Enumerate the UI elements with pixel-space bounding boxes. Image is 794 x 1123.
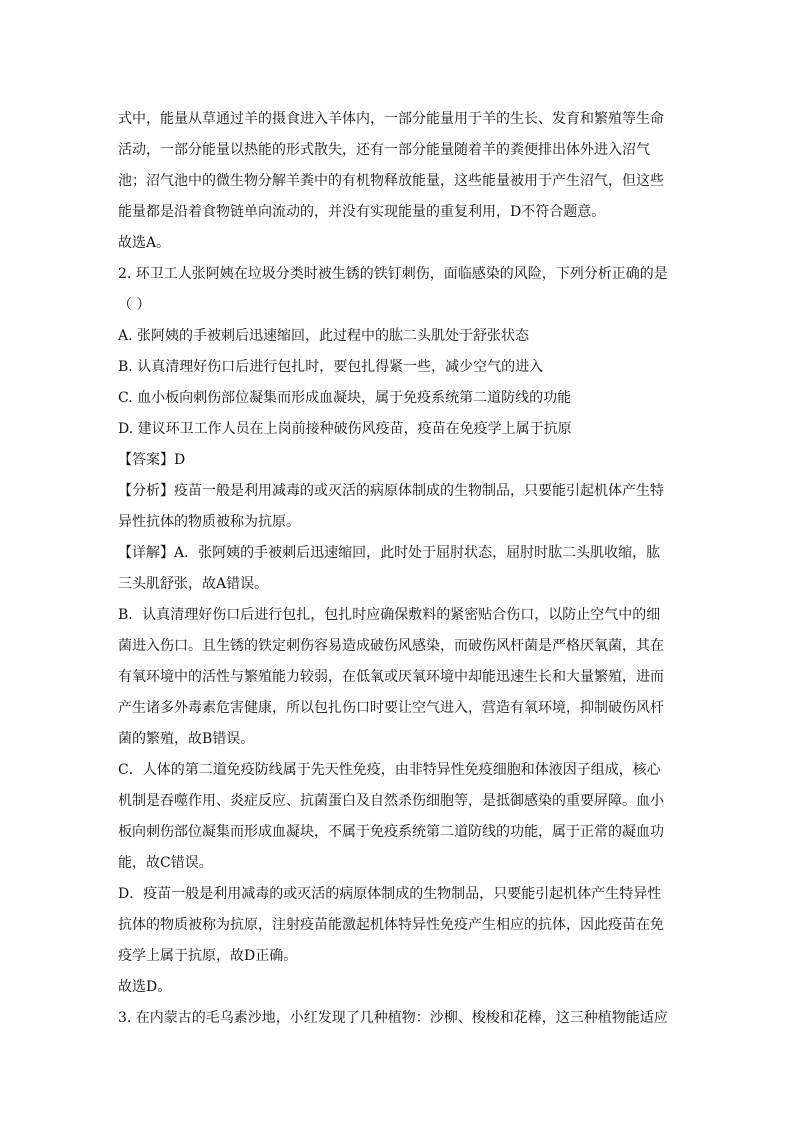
explanation-line: 能，故C错误。 bbox=[118, 855, 213, 871]
option-b: B. 认真清理好伤口后进行包扎时，要包扎得紧一些，减少空气的进入 bbox=[118, 359, 544, 375]
answer-line: 【答案】D bbox=[118, 452, 186, 468]
choice-conclusion: 故选D。 bbox=[118, 979, 172, 995]
explanation-line: B．认真清理好伤口后进行包扎，包扎时应确保敷料的紧密贴合伤口，以防止空气中的细 bbox=[118, 607, 661, 623]
explanation-line: 【详解】A．张阿姨的手被刺后迅速缩回，此时处于屈肘状态，屈肘时肱二头肌收缩，肱 bbox=[118, 545, 661, 561]
question-stem: 3. 在内蒙古的毛乌素沙地，小红发现了几种植物：沙柳、梭梭和花棒，这三种植物能适应 bbox=[118, 1010, 668, 1026]
explanation-line: 菌的繁殖，故B错误。 bbox=[118, 731, 255, 747]
paragraph-line: 能量都是沿着食物链单向流动的，并没有实现能量的重复利用，D不符合题意。 bbox=[118, 204, 606, 220]
paragraph-line: 活动，一部分能量以热能的形式散失，还有一部分能量随着羊的粪便排出体外进入沼气 bbox=[118, 142, 650, 158]
question-stem: 2. 环卫工人张阿姨在垃圾分类时被生锈的铁钉刺伤，面临感染的风险，下列分析正确的是 bbox=[118, 266, 668, 282]
option-a: A. 张阿姨的手被刺后迅速缩回，此过程中的肱二头肌处于舒张状态 bbox=[118, 328, 530, 344]
explanation-line: 有氧环境中的活性与繁殖能力较弱，在低氧或厌氧环境中却能迅速生长和大量繁殖，进而 bbox=[118, 669, 664, 685]
explanation-line: 产生诸多外毒素危害健康，所以包扎伤口时要让空气进入，营造有氧环境，抑制破伤风杆 bbox=[118, 700, 664, 716]
paragraph-line: 式中，能量从草通过羊的摄食进入羊体内，一部分能量用于羊的生长、发育和繁殖等生命 bbox=[118, 111, 664, 127]
explanation-line: 板向刺伤部位凝集而形成血凝块，不属于免疫系统第二道防线的功能，属于正常的凝血功 bbox=[118, 824, 664, 840]
explanation-line: 三头肌舒张，故A错误。 bbox=[118, 576, 269, 592]
explanation-line: 机制是吞噬作用、炎症反应、抗菌蛋白及自然杀伤细胞等，是抵御感染的重要屏障。血小 bbox=[118, 793, 664, 809]
explanation-line: 菌进入伤口。且生锈的铁定刺伤容易造成破伤风感染，而破伤风杆菌是严格厌氧菌，其在 bbox=[118, 638, 664, 654]
explanation-line: 疫学上属于抗原，故D正确。 bbox=[118, 948, 298, 964]
explanation-line: C．人体的第二道免疫防线属于先天性免疫，由非特异性免疫细胞和体液因子组成，核心 bbox=[118, 762, 661, 778]
choice-conclusion: 故选A。 bbox=[118, 235, 171, 251]
explanation-line: 抗体的物质被称为抗原，注射疫苗能激起机体特异性免疫产生相应的抗体，因此疫苗在免 bbox=[118, 917, 664, 933]
explanation-line: D．疫苗一般是利用减毒的或灭活的病原体制成的生物制品，只要能引起机体产生特异性 bbox=[118, 886, 662, 902]
analysis-line: 【分析】疫苗一般是利用减毒的或灭活的病原体制成的生物制品，只要能引起机体产生特 bbox=[118, 483, 664, 499]
answer-blank: （ ） bbox=[118, 297, 151, 313]
analysis-line: 异性抗体的物质被称为抗原。 bbox=[118, 514, 300, 530]
option-c: C. 血小板向刺伤部位凝集而形成血凝块，属于免疫系统第二道防线的功能 bbox=[118, 390, 572, 406]
paragraph-line: 池；沼气池中的微生物分解羊粪中的有机物释放能量，这些能量被用于产生沼气，但这些 bbox=[118, 173, 664, 189]
option-d: D. 建议环卫工作人员在上岗前接种破伤风疫苗，疫苗在免疫学上属于抗原 bbox=[118, 421, 572, 437]
